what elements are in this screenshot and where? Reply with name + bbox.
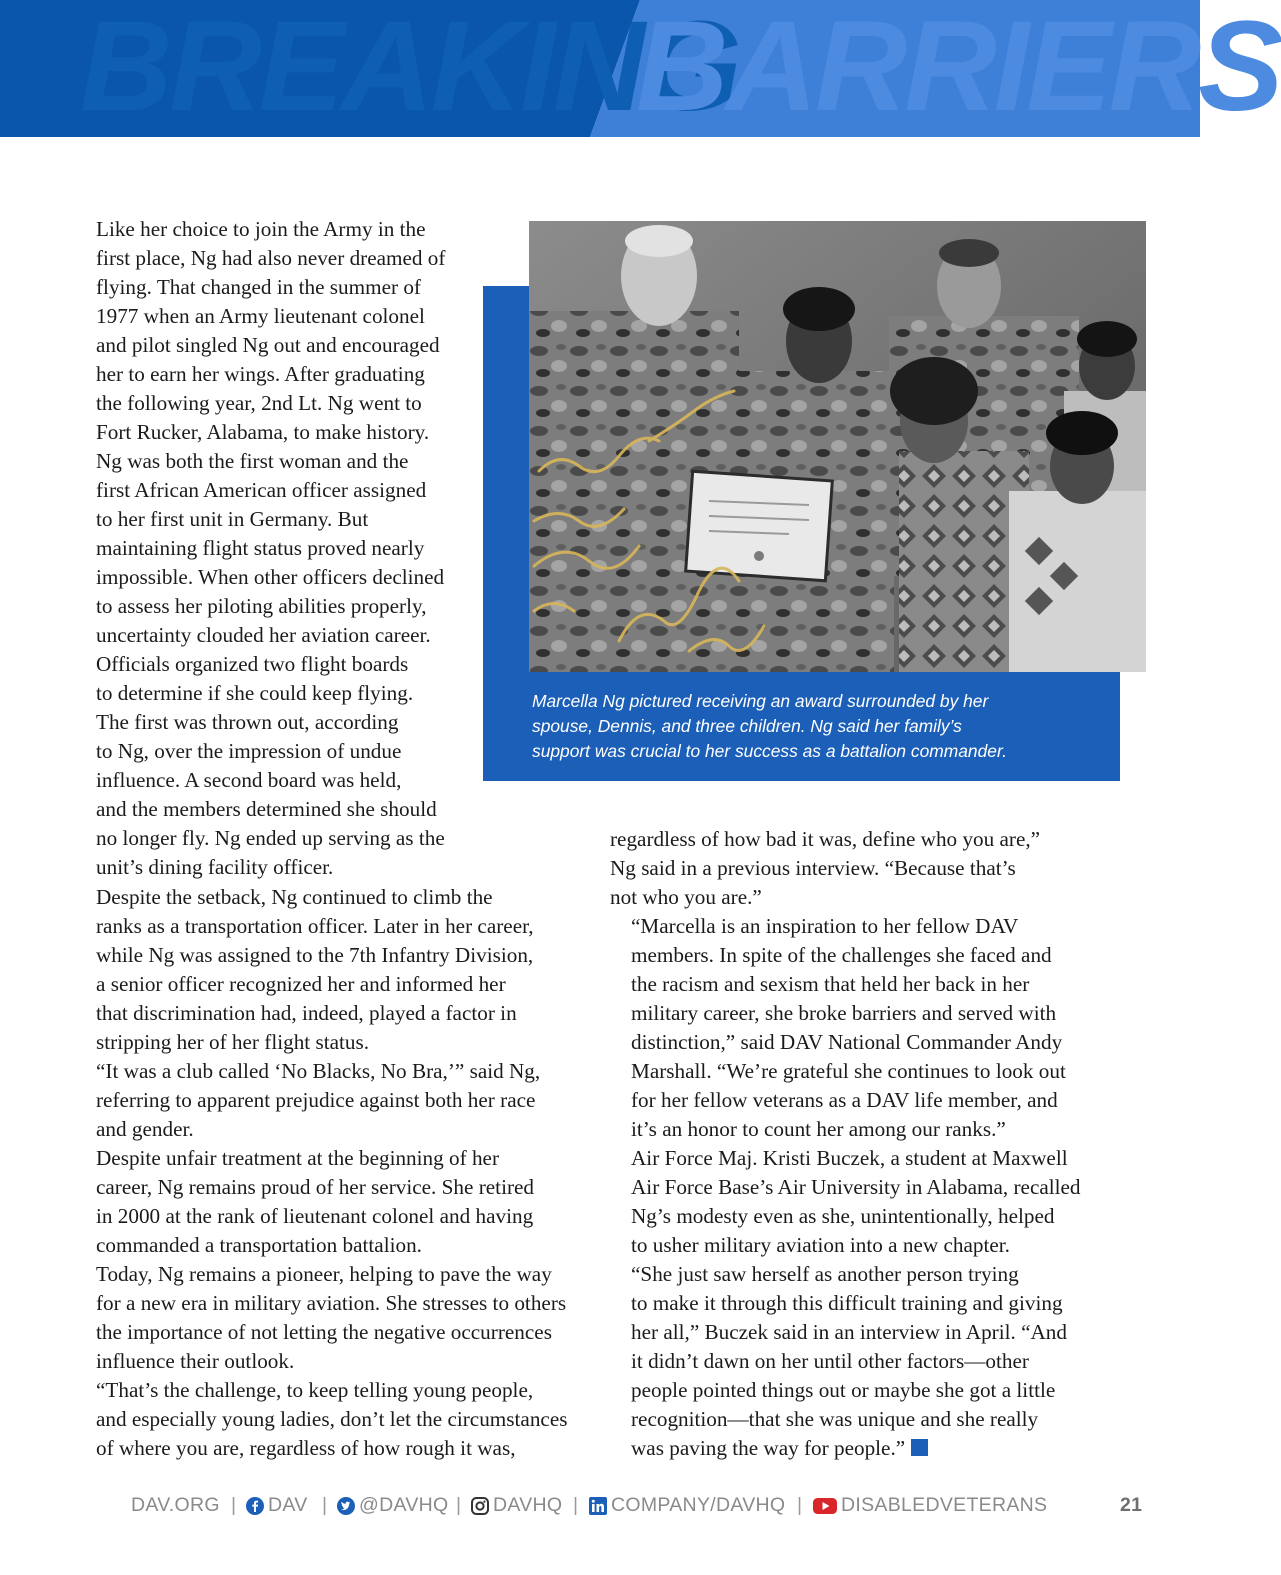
text-line: of where you are, regardless of how rough it was, [96, 1436, 516, 1460]
header-banner [0, 0, 1281, 138]
text-line: to Ng, over the impression of undue [96, 739, 402, 763]
text-line: Officials organized two flight boards [96, 652, 409, 676]
text-line: people pointed things out or maybe she got a little [631, 1378, 1056, 1402]
paragraph [610, 1260, 1110, 1463]
text-line: influence. A second board was held, [96, 768, 402, 792]
left-column-top [75, 215, 475, 882]
footer-separator: | [797, 1494, 803, 1516]
text-line: and the members determined she should [96, 797, 437, 821]
text-line: not who you are.” [610, 885, 762, 909]
text-line: The first was thrown out, according [96, 710, 399, 734]
text-line: “That’s the challenge, to keep telling young people, [96, 1378, 534, 1402]
banner-title-word-2: BARRIERS [636, 0, 1281, 138]
left-column-bottom [75, 883, 595, 1463]
text-line: for her fellow veterans as a DAV life member, and [631, 1088, 1058, 1112]
text-line: the importance of not letting the negative occurrences [96, 1320, 552, 1344]
text-line: was paving the way for people.” [610, 1434, 1110, 1463]
text-line: to assess her piloting abilities properly, [96, 594, 427, 618]
footer-separator: | [573, 1494, 579, 1516]
linkedin-icon [589, 1497, 607, 1515]
footer-separator: | [231, 1494, 237, 1516]
banner-title-word-1: BREAKING [80, 0, 739, 138]
text-line: impossible. When other officers declined [96, 565, 445, 589]
text-line: and gender. [96, 1117, 194, 1141]
text-line: flying. That changed in the summer of [96, 275, 421, 299]
text-line: that discrimination had, indeed, played a factor in [96, 1001, 517, 1025]
text-line: recognition—that she was unique and she really [631, 1407, 1039, 1431]
footer-instagram-label: DAVHQ [493, 1494, 563, 1516]
text-line: members. In spite of the challenges she faced and [631, 943, 1052, 967]
text-line: to determine if she could keep flying. [96, 681, 414, 705]
text-line: distinction,” said DAV National Commander Andy [631, 1030, 1063, 1054]
paragraph [75, 1144, 595, 1260]
footer-facebook-label: DAV [268, 1494, 308, 1516]
text-line: stripping her of her flight status. [96, 1030, 370, 1054]
text-line: regardless of how bad it was, define who you are,” [610, 827, 1041, 851]
text-line: to usher military aviation into a new chapter. [631, 1233, 1010, 1257]
text-line: Like her choice to join the Army in the [96, 217, 426, 241]
text-line: Air Force Base’s Air University in Alabama, recalled [631, 1175, 1081, 1199]
text-line: the racism and sexism that held her back in her [631, 972, 1030, 996]
text-line: career, Ng remains proud of her service. She retired [96, 1175, 535, 1199]
instagram-icon [471, 1497, 489, 1515]
footer-youtube-link[interactable] [813, 1494, 1047, 1517]
paragraph [75, 883, 595, 1057]
paragraph [610, 1144, 1110, 1260]
award-photo [529, 221, 1146, 672]
text-line: Ng was both the first woman and the [96, 449, 409, 473]
end-of-article-mark [911, 1439, 928, 1456]
footer-linkedin-label: COMPANY/DAVHQ [611, 1494, 786, 1516]
text-line: uncertainty clouded her aviation career. [96, 623, 431, 647]
text-line: to her first unit in Germany. But [96, 507, 369, 531]
text-line: “She just saw herself as another person trying [631, 1262, 1019, 1286]
text-line: and pilot singled Ng out and encouraged [96, 333, 440, 357]
text-line: 1977 when an Army lieutenant colonel [96, 304, 425, 328]
text-line: Today, Ng remains a pioneer, helping to pave the way [96, 1262, 552, 1286]
paragraph [75, 650, 475, 882]
text-line: Air Force Maj. Kristi Buczek, a student at Maxwell [631, 1146, 1068, 1170]
text-line: in 2000 at the rank of lieutenant colonel and having [96, 1204, 534, 1228]
paragraph [75, 1260, 595, 1376]
text-line: Ng said in a previous interview. “Because that’s [610, 856, 1016, 880]
paragraph [75, 447, 475, 650]
text-line: unit’s dining facility officer. [96, 855, 334, 879]
footer-instagram-link[interactable] [471, 1494, 562, 1517]
text-line: military career, she broke barriers and served with [631, 1001, 1057, 1025]
text-line: ranks as a transportation officer. Later in her career, [96, 914, 534, 938]
text-line: her to earn her wings. After graduating [96, 362, 425, 386]
footer-youtube-label: DISABLEDVETERANS [841, 1494, 1048, 1516]
footer-separator: | [322, 1494, 328, 1516]
text-line: maintaining flight status proved nearly [96, 536, 425, 560]
caption-line: Marcella Ng pictured receiving an award surrounded by her [532, 691, 989, 711]
text-line: Despite unfair treatment at the beginning of her [96, 1146, 500, 1170]
page-number: 21 [1120, 1494, 1143, 1516]
text-line: Fort Rucker, Alabama, to make history. [96, 420, 430, 444]
text-line: no longer fly. Ng ended up serving as the [96, 826, 445, 850]
text-line: Marshall. “We’re grateful she continues to look out [631, 1059, 1066, 1083]
text-line: for a new era in military aviation. She stresses to others [96, 1291, 567, 1315]
twitter-icon [337, 1497, 355, 1515]
footer-twitter-link[interactable] [337, 1494, 449, 1517]
page-footer [0, 1490, 1200, 1520]
text-line: her all,” Buczek said in an interview in April. “And [631, 1320, 1067, 1344]
photo-image [529, 221, 1146, 672]
text-line: referring to apparent prejudice against both her race [96, 1088, 536, 1112]
paragraph [610, 912, 1110, 1144]
footer-separator: | [456, 1494, 462, 1516]
text-line: commanded a transportation battalion. [96, 1233, 422, 1257]
text-line: “It was a club called ‘No Blacks, No Bra,’” said Ng, [96, 1059, 541, 1083]
facebook-icon [246, 1497, 264, 1515]
youtube-icon [813, 1497, 837, 1515]
footer-facebook-link[interactable] [246, 1494, 308, 1517]
paragraph [75, 215, 475, 447]
paragraph [610, 825, 1110, 912]
text-line: to make it through this difficult training and giving [631, 1291, 1063, 1315]
paragraph [75, 1376, 595, 1463]
text-line: a senior officer recognized her and informed her [96, 972, 506, 996]
paragraph [75, 1057, 595, 1144]
text-line: and especially young ladies, don’t let the circumstances [96, 1407, 568, 1431]
text-line: it’s an honor to count her among our ranks.” [631, 1117, 1006, 1141]
text-line: influence their outlook. [96, 1349, 295, 1373]
photo-caption [532, 689, 1112, 764]
text-line: first African American officer assigned [96, 478, 427, 502]
text-line: first place, Ng had also never dreamed of [96, 246, 446, 270]
text-line: “Marcella is an inspiration to her fellow DAV [631, 914, 1019, 938]
footer-twitter-label: @DAVHQ [359, 1494, 449, 1516]
caption-line: support was crucial to her success as a battalion commander. [532, 741, 1007, 761]
caption-line: spouse, Dennis, and three children. Ng said her family’s [532, 716, 962, 736]
footer-site-link[interactable]: DAV.ORG [131, 1494, 220, 1516]
right-column [610, 825, 1110, 1463]
text-line: while Ng was assigned to the 7th Infantry Division, [96, 943, 534, 967]
footer-linkedin-link[interactable] [589, 1494, 785, 1517]
text-line: it didn’t dawn on her until other factors—other [631, 1349, 1029, 1373]
text-line: Despite the setback, Ng continued to climb the [96, 885, 493, 909]
text-line: the following year, 2nd Lt. Ng went to [96, 391, 422, 415]
text-line: Ng’s modesty even as she, unintentionally, helped [631, 1204, 1055, 1228]
